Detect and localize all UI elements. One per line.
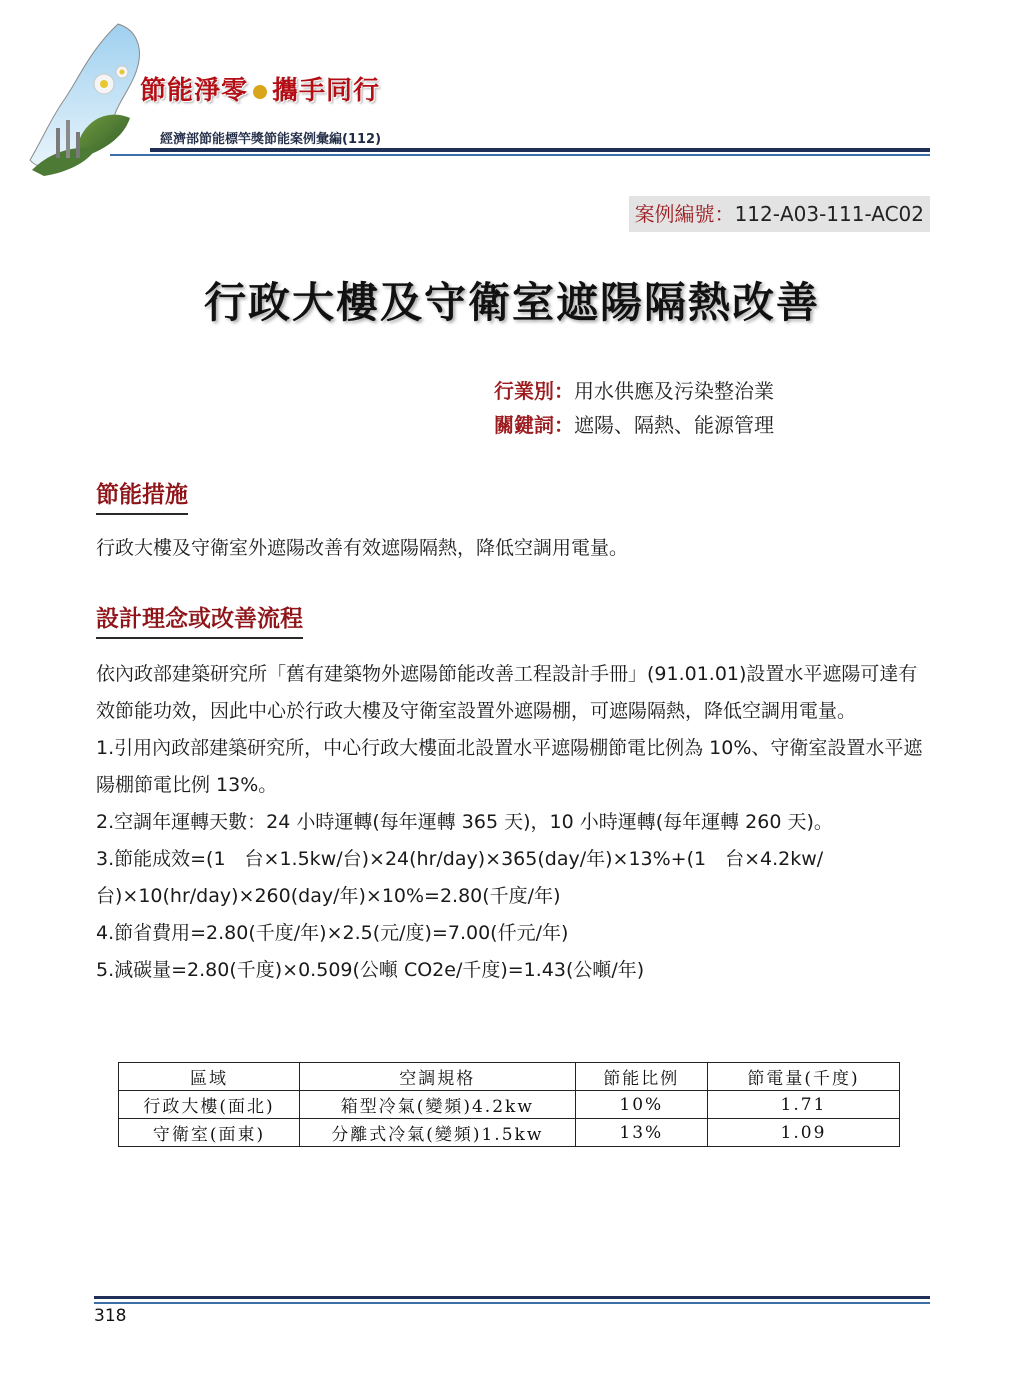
table-header-cell: 區域: [119, 1063, 300, 1091]
industry-row: [494, 374, 774, 408]
flower-dot-icon: [253, 85, 267, 99]
table-header-cell: 節電量(千度): [707, 1063, 899, 1091]
table-row: [119, 1091, 900, 1119]
series-name: 經濟部節能標竿獎節能案例彙編(112): [160, 132, 382, 147]
table-header-cell: 節能比例: [575, 1063, 707, 1091]
keywords-value: 遮陽、隔熱、能源管理: [574, 413, 774, 437]
header-divider: [150, 148, 930, 152]
case-meta: [494, 374, 774, 442]
footer-divider: [94, 1296, 930, 1299]
design-paragraph: 依內政部建築研究所「舊有建築物外遮陽節能改善工程設計手冊」(91.01.01)設置水平遮陽可達有效節能功效，因此中心於行政大樓及守衛室設置外遮陽棚，可遮陽隔熱，降低空調用電量。: [96, 663, 918, 722]
table-cell: 行政大樓(面北): [119, 1091, 300, 1119]
industry-value: 用水供應及污染整治業: [574, 379, 774, 403]
case-id-label: 案例編號：: [634, 202, 735, 226]
design-paragraph: 5.減碳量=2.80(千度)×0.509(公噸 CO2e/千度)=1.43(公噸/年): [96, 959, 645, 981]
page-number: 318: [94, 1306, 127, 1326]
table-cell: 箱型冷氣(變頻)4.2kw: [299, 1091, 575, 1119]
table-header-row: [119, 1063, 900, 1091]
design-paragraph: 3.節能成效=(1 台×1.5kw/台)×24(hr/day)×365(day/年)×13%+(1 台×4.2kw/台)×10(hr/day)×260(day/年)×10%=2.80(千度/年): [96, 848, 824, 907]
slogan-right: 攜手同行: [272, 76, 381, 106]
section-heading-measures: 節能措施: [96, 476, 188, 515]
header-slogan: [140, 70, 380, 107]
table-cell: 13%: [575, 1119, 707, 1147]
table-header-cell: 空調規格: [299, 1063, 575, 1091]
case-id-badge: [629, 196, 930, 232]
table-cell: 守衛室(面東): [119, 1119, 300, 1147]
keywords-label: 關鍵詞：: [494, 413, 574, 437]
table-cell: 1.71: [707, 1091, 899, 1119]
measures-text: 行政大樓及守衛室外遮陽改善有效遮陽隔熱，降低空調用電量。: [96, 537, 629, 559]
table-cell: 10%: [575, 1091, 707, 1119]
header-divider-thin: [110, 154, 930, 156]
industry-label: 行業別：: [494, 379, 574, 403]
case-id-value: 112-A03-111-AC02: [734, 202, 924, 226]
table-cell: 1.09: [707, 1119, 899, 1147]
table-row: [119, 1119, 900, 1147]
footer-divider-thin: [94, 1302, 930, 1304]
design-paragraph: 2.空調年運轉天數：24 小時運轉(每年運轉 365 天)，10 小時運轉(每年運轉 260 天)。: [96, 811, 833, 833]
table-cell: 分離式冷氣(變頻)1.5kw: [299, 1119, 575, 1147]
design-paragraph: 1.引用內政部建築研究所，中心行政大樓面北設置水平遮陽棚節電比例為 10%、守衛室設置水平遮陽棚節電比例 13%。: [96, 737, 923, 796]
section-heading-design: 設計理念或改善流程: [96, 600, 303, 639]
design-paragraph: 4.節省費用=2.80(千度/年)×2.5(元/度)=7.00(仟元/年): [96, 922, 569, 944]
page-title: 行政大樓及守衛室遮陽隔熱改善: [203, 278, 820, 327]
savings-table: [118, 1062, 900, 1147]
keywords-row: [494, 408, 774, 442]
design-body: [96, 656, 932, 989]
slogan-left: 節能淨零: [140, 76, 249, 106]
